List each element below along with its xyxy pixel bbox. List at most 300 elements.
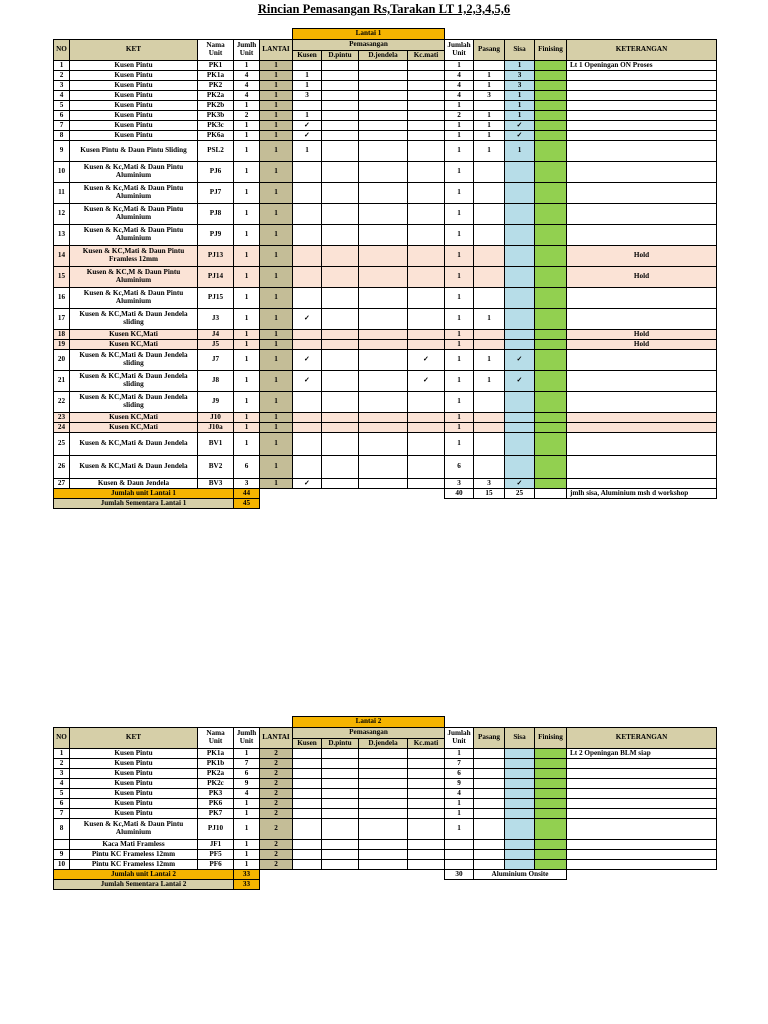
row-kusen xyxy=(293,340,322,350)
row-nama-unit: PK6 xyxy=(198,799,234,809)
row-jumlah-unit: 6 xyxy=(234,769,260,779)
row-keterangan xyxy=(567,91,717,101)
row-lantai: 1 xyxy=(260,225,293,246)
row-finising xyxy=(535,850,567,860)
row-finising xyxy=(535,246,567,267)
row-jumlah-unit-2: 4 xyxy=(445,81,474,91)
row-ket: Kusen KC,Mati xyxy=(70,340,198,350)
row-keterangan: Lt 1 Openingan ON Proses xyxy=(567,61,717,71)
row-jumlah-unit: 6 xyxy=(234,456,260,479)
spacer xyxy=(567,870,717,880)
table-row xyxy=(54,433,717,456)
row-keterangan xyxy=(567,850,717,860)
row-no: 4 xyxy=(54,779,70,789)
row-ket: Kusen Pintu xyxy=(70,809,198,819)
row-lantai: 2 xyxy=(260,749,293,759)
row-sisa: 1 xyxy=(505,61,535,71)
row-dpintu xyxy=(322,131,359,141)
total-row xyxy=(54,489,717,499)
row-no: 4 xyxy=(54,91,70,101)
row-lantai: 1 xyxy=(260,71,293,81)
row-pasang: 1 xyxy=(474,350,505,371)
row-kcmati xyxy=(408,204,445,225)
row-jumlah-unit-2: 1 xyxy=(445,204,474,225)
row-jumlah-unit: 1 xyxy=(234,413,260,423)
row-no: 17 xyxy=(54,309,70,330)
row-sisa xyxy=(505,789,535,799)
row-finising xyxy=(535,330,567,340)
row-jumlah-unit-2: 1 xyxy=(445,141,474,162)
row-djendela xyxy=(359,91,408,101)
table-row xyxy=(54,779,717,789)
row-no: 6 xyxy=(54,111,70,121)
row-kusen xyxy=(293,456,322,479)
row-kcmati xyxy=(408,81,445,91)
row-djendela xyxy=(359,288,408,309)
row-finising xyxy=(535,288,567,309)
row-jumlah-unit-2: 7 xyxy=(445,759,474,769)
document-title: Rincian Pemasangan Rs,Tarakan LT 1,2,3,4,5,6 xyxy=(257,2,511,16)
row-dpintu xyxy=(322,225,359,246)
row-jumlah-unit: 1 xyxy=(234,121,260,131)
row-nama-unit: PK2b xyxy=(198,101,234,111)
table-row xyxy=(54,350,717,371)
sum-finising xyxy=(535,489,567,499)
row-nama-unit: PK2c xyxy=(198,779,234,789)
spacer xyxy=(293,870,445,880)
row-sisa: 3 xyxy=(505,81,535,91)
row-sisa xyxy=(505,204,535,225)
row-kcmati xyxy=(408,769,445,779)
row-finising xyxy=(535,131,567,141)
row-jumlah-unit: 4 xyxy=(234,789,260,799)
row-ket: Kusen & KC,Mati & Daun Jendela xyxy=(70,456,198,479)
row-djendela xyxy=(359,81,408,91)
header-finising: Finising xyxy=(535,728,567,749)
row-sisa: ✓ xyxy=(505,131,535,141)
table-row xyxy=(54,91,717,101)
row-keterangan: Hold xyxy=(567,246,717,267)
row-kcmati: ✓ xyxy=(408,350,445,371)
row-keterangan: Hold xyxy=(567,267,717,288)
row-jumlah-unit-2: 1 xyxy=(445,350,474,371)
row-lantai: 1 xyxy=(260,111,293,121)
row-kusen xyxy=(293,61,322,71)
total-label: Jumlah unit Lantai 2 xyxy=(54,870,234,880)
row-ket: Kusen & KC,Mati & Daun Jendela sliding xyxy=(70,309,198,330)
row-jumlah-unit: 1 xyxy=(234,309,260,330)
row-finising xyxy=(535,769,567,779)
row-ket: Kusen Pintu xyxy=(70,769,198,779)
row-no: 8 xyxy=(54,819,70,840)
row-keterangan xyxy=(567,392,717,413)
row-sisa: 1 xyxy=(505,141,535,162)
table-row xyxy=(54,330,717,340)
row-lantai: 1 xyxy=(260,456,293,479)
row-lantai: 2 xyxy=(260,779,293,789)
table-row xyxy=(54,413,717,423)
row-djendela xyxy=(359,789,408,799)
row-pasang: 1 xyxy=(474,131,505,141)
row-keterangan xyxy=(567,799,717,809)
row-no: 2 xyxy=(54,759,70,769)
row-pasang xyxy=(474,809,505,819)
row-kusen xyxy=(293,204,322,225)
row-keterangan: Hold xyxy=(567,340,717,350)
row-dpintu xyxy=(322,111,359,121)
row-finising xyxy=(535,204,567,225)
row-no: 18 xyxy=(54,330,70,340)
row-jumlah-unit-2: 1 xyxy=(445,101,474,111)
row-pasang xyxy=(474,392,505,413)
table-row xyxy=(54,246,717,267)
row-jumlah-unit: 1 xyxy=(234,819,260,840)
row-sisa: 3 xyxy=(505,71,535,81)
row-jumlah-unit: 1 xyxy=(234,225,260,246)
row-sisa xyxy=(505,288,535,309)
row-nama-unit: PK3b xyxy=(198,111,234,121)
row-jumlah-unit-2: 1 xyxy=(445,330,474,340)
row-lantai: 1 xyxy=(260,288,293,309)
row-djendela xyxy=(359,121,408,131)
header-no: NO xyxy=(54,728,70,749)
row-dpintu xyxy=(322,819,359,840)
row-pasang: 3 xyxy=(474,91,505,101)
row-djendela xyxy=(359,819,408,840)
row-keterangan xyxy=(567,779,717,789)
row-kusen xyxy=(293,860,322,870)
row-keterangan xyxy=(567,456,717,479)
total-value: 44 xyxy=(234,489,260,499)
row-lantai: 2 xyxy=(260,840,293,850)
row-nama-unit: PF6 xyxy=(198,860,234,870)
row-no: 9 xyxy=(54,850,70,860)
row-no: 5 xyxy=(54,789,70,799)
row-no: 7 xyxy=(54,809,70,819)
row-kusen: 1 xyxy=(293,111,322,121)
floor2-label: Lantai 2 xyxy=(293,717,445,728)
row-kusen xyxy=(293,789,322,799)
row-keterangan xyxy=(567,860,717,870)
row-kusen xyxy=(293,809,322,819)
row-pasang xyxy=(474,860,505,870)
row-jumlah-unit-2: 1 xyxy=(445,183,474,204)
row-finising xyxy=(535,479,567,489)
row-finising xyxy=(535,819,567,840)
header-jumlah-unit-2: Jumlah Unit xyxy=(445,728,474,749)
sementara-row xyxy=(54,499,717,509)
row-kcmati xyxy=(408,330,445,340)
row-lantai: 1 xyxy=(260,61,293,71)
row-finising xyxy=(535,162,567,183)
row-no: 19 xyxy=(54,340,70,350)
row-keterangan xyxy=(567,81,717,91)
row-keterangan xyxy=(567,309,717,330)
row-keterangan xyxy=(567,840,717,850)
row-djendela xyxy=(359,131,408,141)
row-dpintu xyxy=(322,61,359,71)
row-no xyxy=(54,840,70,850)
row-jumlah-unit-2: 1 xyxy=(445,749,474,759)
row-sisa xyxy=(505,162,535,183)
row-lantai: 1 xyxy=(260,246,293,267)
row-ket: Kusen Pintu xyxy=(70,779,198,789)
row-kusen xyxy=(293,225,322,246)
row-sisa xyxy=(505,779,535,789)
table-row xyxy=(54,799,717,809)
row-keterangan xyxy=(567,162,717,183)
row-ket: Kusen Pintu xyxy=(70,131,198,141)
table-row xyxy=(54,101,717,111)
row-pasang xyxy=(474,204,505,225)
table-row xyxy=(54,61,717,71)
row-nama-unit: PJ14 xyxy=(198,267,234,288)
row-kcmati xyxy=(408,809,445,819)
row-pasang xyxy=(474,850,505,860)
row-dpintu xyxy=(322,91,359,101)
row-djendela xyxy=(359,779,408,789)
row-pasang xyxy=(474,769,505,779)
row-pasang xyxy=(474,246,505,267)
row-djendela xyxy=(359,456,408,479)
row-pasang: 1 xyxy=(474,71,505,81)
row-nama-unit: PK1 xyxy=(198,61,234,71)
row-lantai: 1 xyxy=(260,141,293,162)
row-nama-unit: BV2 xyxy=(198,456,234,479)
row-finising xyxy=(535,799,567,809)
row-dpintu xyxy=(322,162,359,183)
row-finising xyxy=(535,101,567,111)
row-dpintu xyxy=(322,479,359,489)
row-kusen xyxy=(293,769,322,779)
row-sisa xyxy=(505,183,535,204)
row-no: 3 xyxy=(54,769,70,779)
spacer xyxy=(260,880,717,890)
row-pasang xyxy=(474,759,505,769)
row-kcmati xyxy=(408,819,445,840)
total-value: 33 xyxy=(234,870,260,880)
row-ket: Kusen Pintu xyxy=(70,91,198,101)
table-row xyxy=(54,340,717,350)
row-djendela xyxy=(359,267,408,288)
row-kusen: ✓ xyxy=(293,371,322,392)
row-kusen: ✓ xyxy=(293,479,322,489)
row-sisa: ✓ xyxy=(505,350,535,371)
row-jumlah-unit-2: 2 xyxy=(445,111,474,121)
row-kcmati xyxy=(408,799,445,809)
row-nama-unit: J3 xyxy=(198,309,234,330)
row-lantai: 1 xyxy=(260,371,293,392)
table-row xyxy=(54,840,717,850)
row-nama-unit: PK2a xyxy=(198,769,234,779)
row-jumlah-unit: 1 xyxy=(234,799,260,809)
row-sisa: 1 xyxy=(505,111,535,121)
row-dpintu xyxy=(322,288,359,309)
row-sisa xyxy=(505,769,535,779)
row-jumlah-unit: 4 xyxy=(234,81,260,91)
table-row xyxy=(54,204,717,225)
row-keterangan xyxy=(567,789,717,799)
row-nama-unit: BV1 xyxy=(198,433,234,456)
row-ket: Kusen KC,Mati xyxy=(70,413,198,423)
row-keterangan xyxy=(567,479,717,489)
row-no: 10 xyxy=(54,162,70,183)
row-dpintu xyxy=(322,371,359,392)
row-kcmati xyxy=(408,225,445,246)
row-dpintu xyxy=(322,413,359,423)
row-dpintu xyxy=(322,330,359,340)
row-kusen xyxy=(293,413,322,423)
row-finising xyxy=(535,392,567,413)
row-no: 15 xyxy=(54,267,70,288)
row-pasang xyxy=(474,225,505,246)
row-kusen xyxy=(293,101,322,111)
row-jumlah-unit-2: 1 xyxy=(445,267,474,288)
row-kcmati xyxy=(408,101,445,111)
row-ket: Kusen Pintu xyxy=(70,111,198,121)
row-dpintu xyxy=(322,789,359,799)
header-jumlah-unit: Jumlh Unit xyxy=(234,728,260,749)
row-finising xyxy=(535,860,567,870)
row-djendela xyxy=(359,860,408,870)
row-nama-unit: PJ9 xyxy=(198,225,234,246)
row-dpintu xyxy=(322,433,359,456)
row-lantai: 1 xyxy=(260,81,293,91)
row-pasang: 1 xyxy=(474,371,505,392)
row-sisa xyxy=(505,809,535,819)
row-dpintu xyxy=(322,850,359,860)
row-nama-unit: J7 xyxy=(198,350,234,371)
row-jumlah-unit-2: 4 xyxy=(445,71,474,81)
header-ket: KET xyxy=(70,40,198,61)
header-lantai: LANTAI xyxy=(260,40,293,61)
row-jumlah-unit-2: 6 xyxy=(445,769,474,779)
header-pasang: Pasang xyxy=(474,728,505,749)
row-kcmati xyxy=(408,288,445,309)
row-djendela xyxy=(359,101,408,111)
row-djendela xyxy=(359,111,408,121)
row-jumlah-unit: 4 xyxy=(234,71,260,81)
row-lantai: 1 xyxy=(260,413,293,423)
row-lantai: 1 xyxy=(260,183,293,204)
row-ket: Pintu KC Frameless 12mm xyxy=(70,850,198,860)
row-djendela xyxy=(359,350,408,371)
header-kusen: Kusen xyxy=(293,51,322,61)
table-row xyxy=(54,371,717,392)
row-kcmati xyxy=(408,433,445,456)
row-jumlah-unit-2: 6 xyxy=(445,456,474,479)
row-keterangan: Hold xyxy=(567,330,717,340)
row-kusen: 1 xyxy=(293,141,322,162)
row-nama-unit: J9 xyxy=(198,392,234,413)
row-pasang xyxy=(474,413,505,423)
row-sisa xyxy=(505,749,535,759)
row-no: 20 xyxy=(54,350,70,371)
row-kcmati xyxy=(408,91,445,101)
row-djendela xyxy=(359,433,408,456)
row-finising xyxy=(535,456,567,479)
row-lantai: 2 xyxy=(260,789,293,799)
row-ket: Kusen & Kc,Mati & Daun Pintu Aluminium xyxy=(70,162,198,183)
row-no: 21 xyxy=(54,371,70,392)
row-dpintu xyxy=(322,141,359,162)
row-finising xyxy=(535,423,567,433)
row-jumlah-unit-2: 1 xyxy=(445,309,474,330)
row-dpintu xyxy=(322,840,359,850)
row-ket: Kusen & Daun Jendela xyxy=(70,479,198,489)
row-jumlah-unit-2: 1 xyxy=(445,433,474,456)
row-jumlah-unit: 1 xyxy=(234,749,260,759)
row-kcmati xyxy=(408,850,445,860)
header-pemasangan: Pemasangan xyxy=(293,40,445,51)
row-no: 7 xyxy=(54,121,70,131)
table-row xyxy=(54,809,717,819)
row-jumlah-unit: 1 xyxy=(234,204,260,225)
floor2-table xyxy=(53,716,717,890)
row-dpintu xyxy=(322,779,359,789)
table-row xyxy=(54,423,717,433)
row-ket: Kusen Pintu xyxy=(70,61,198,71)
row-pasang: 1 xyxy=(474,309,505,330)
row-keterangan xyxy=(567,423,717,433)
row-djendela xyxy=(359,413,408,423)
row-dpintu xyxy=(322,101,359,111)
row-pasang: 1 xyxy=(474,141,505,162)
row-jumlah-unit-2: 4 xyxy=(445,91,474,101)
row-kusen xyxy=(293,288,322,309)
sementara-row xyxy=(54,880,717,890)
header-finising: Finising xyxy=(535,40,567,61)
row-kcmati xyxy=(408,162,445,183)
row-ket: Kusen & KC,Mati & Daun Jendela sliding xyxy=(70,371,198,392)
row-lantai: 1 xyxy=(260,423,293,433)
row-jumlah-unit: 1 xyxy=(234,350,260,371)
row-jumlah-unit-2: 1 xyxy=(445,819,474,840)
header-no: NO xyxy=(54,40,70,61)
header-djendela: D.jendela xyxy=(359,739,408,749)
row-sisa: ✓ xyxy=(505,371,535,392)
row-no: 25 xyxy=(54,433,70,456)
row-kusen: 1 xyxy=(293,81,322,91)
row-no: 2 xyxy=(54,71,70,81)
row-nama-unit: J4 xyxy=(198,330,234,340)
row-jumlah-unit-2: 1 xyxy=(445,162,474,183)
row-jumlah-unit: 1 xyxy=(234,131,260,141)
header-pemasangan: Pemasangan xyxy=(293,728,445,739)
row-keterangan xyxy=(567,71,717,81)
row-finising xyxy=(535,433,567,456)
row-no: 11 xyxy=(54,183,70,204)
row-jumlah-unit-2: 1 xyxy=(445,121,474,131)
row-djendela xyxy=(359,162,408,183)
row-sisa xyxy=(505,840,535,850)
row-jumlah-unit-2 xyxy=(445,860,474,870)
row-nama-unit: PK1a xyxy=(198,71,234,81)
row-dpintu xyxy=(322,204,359,225)
row-kusen: ✓ xyxy=(293,350,322,371)
row-nama-unit: PK7 xyxy=(198,809,234,819)
sum-jumlah-unit: 40 xyxy=(445,489,474,499)
row-finising xyxy=(535,789,567,799)
row-kusen: 1 xyxy=(293,71,322,81)
table-row xyxy=(54,267,717,288)
row-lantai: 1 xyxy=(260,121,293,131)
row-ket: Pintu KC Frameless 12mm xyxy=(70,860,198,870)
row-ket: Kusen & KC,Mati & Daun Jendela sliding xyxy=(70,392,198,413)
table-row xyxy=(54,860,717,870)
row-dpintu xyxy=(322,749,359,759)
row-djendela xyxy=(359,809,408,819)
